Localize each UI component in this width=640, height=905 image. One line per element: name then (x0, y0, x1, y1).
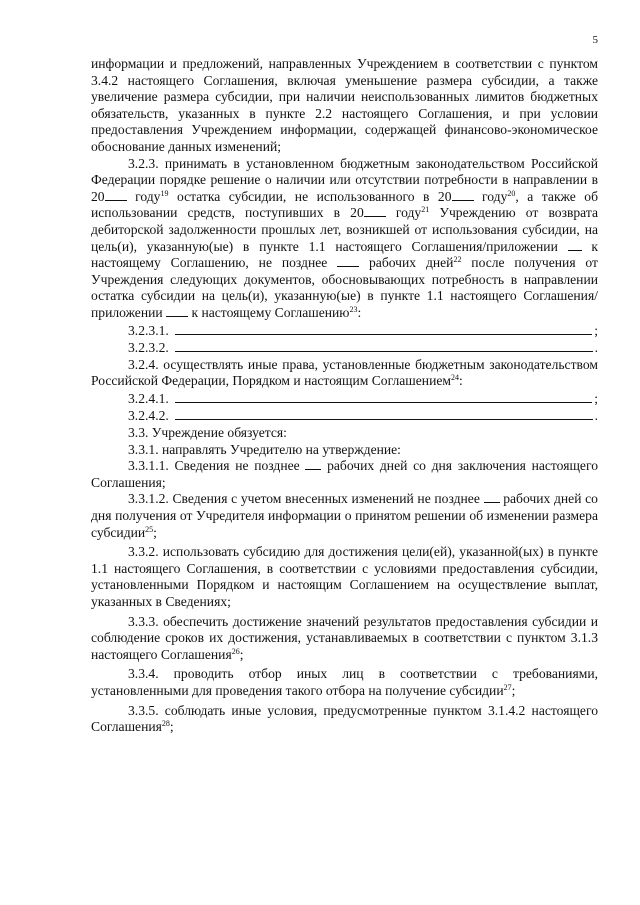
paragraph-3-3-1-1 (91, 458, 598, 491)
text-run: ; (511, 682, 516, 698)
fill-line (175, 390, 592, 403)
document-body (91, 56, 598, 736)
text-run: остатка субсидии, не использованного в 20 (168, 188, 452, 204)
paragraph-intro: информации и предложений, направленных Учреждением в соответствии с пунктом 3.4.2 настоящего Соглашения, включая уменьшение размера субсидии, а также увеличение размера субсидии, при наличии неиспользованных лимитов бюджетных обязательств, указанных в пункте 2.2 настоящего Соглашения, и при условии предоставления Учреждением информации, содержащей финансово-экономическое обоснование данных изменений; (91, 56, 598, 154)
text-run: 3.3.1.1. Сведения не позднее (128, 458, 306, 474)
paragraph-3-3-1-2 (91, 491, 598, 541)
footnote-ref: 22 (453, 255, 462, 265)
footnote-ref: 19 (160, 188, 169, 198)
footnote-ref: 21 (421, 205, 430, 215)
footnote-ref: 23 (349, 304, 358, 314)
item-label: 3.2.3.2. (128, 340, 169, 356)
text-run: ; (169, 719, 174, 735)
blank-appendix-field (166, 305, 188, 317)
text-run: к настоящему Соглашению (188, 304, 350, 320)
blank-year-field (364, 205, 386, 217)
item-label: 3.2.4.1. (128, 390, 169, 406)
text-run: рабочих дней (359, 255, 454, 271)
footnote-ref: 28 (161, 719, 170, 729)
item-end: ; (594, 390, 598, 406)
text-run: 3.3.5. соблюдать иные условия, предусмотренные пунктом 3.1.4.2 настоящего Соглашения (91, 702, 598, 735)
paragraph-3-3-2: 3.3.2. использовать субсидию для достижения цели(ей), указанной(ых) в пункте 1.1 настоящего Соглашения, в соответствии с условиями предоставления субсидии, установленными Порядком и настоящим Соглашением на осуществление выплат, указанных в Сведениях; (91, 544, 598, 609)
footnote-ref: 25 (145, 524, 154, 534)
item-end: ; (594, 322, 598, 338)
item-end: . (594, 408, 598, 424)
fill-line (175, 339, 593, 352)
text-run: году (385, 205, 422, 221)
footnote-ref: 24 (450, 373, 459, 383)
page-number: 5 (592, 34, 598, 46)
item-label: 3.2.4.2. (128, 408, 169, 424)
text-run: : (357, 304, 362, 320)
footnote-ref: 20 (507, 188, 516, 198)
text-run: 3.2.3. принимать в установленном бюджетным законодательством Российской Федерации порядке решение о наличии или отсутствии потребности в направлении в 20 (91, 155, 598, 204)
text-run: 3.3.1.2. Сведения с учетом внесенных изменений не позднее (128, 491, 484, 507)
fill-row-3-2-3-2 (91, 339, 598, 357)
text-run: : (458, 373, 463, 389)
fill-row-3-2-3-1 (91, 322, 598, 340)
blank-appendix-field (568, 239, 582, 251)
footnote-ref: 26 (231, 646, 240, 656)
fill-line (175, 322, 592, 335)
fill-row-3-2-4-2 (91, 407, 598, 425)
text-run: году (126, 188, 161, 204)
blank-days-field (305, 458, 321, 470)
text-run: к настоящему Соглашению, не позднее (91, 238, 598, 271)
text-run: ; (239, 646, 244, 662)
paragraph-3-3: 3.3. Учреждение обязуется: (128, 425, 287, 441)
text-run: рабочих дней со дня получения от Учредителя информации о принятом решении об изменении размера субсидии (91, 491, 598, 540)
text-run: ; (153, 524, 157, 540)
paragraph-3-2-3 (91, 156, 598, 322)
item-end: . (594, 340, 598, 356)
text-run: , а также об использовании средств, поступивших в 20 (91, 188, 598, 221)
blank-days-field (337, 255, 359, 267)
text-run: 3.3.4. проводить отбор иных лиц в соответствии с требованиями, установленными для проведения такого отбора на получение субсидии (91, 666, 598, 698)
paragraph-3-3-3 (91, 614, 598, 664)
paragraph-3-3-1: 3.3.1. направлять Учредителю на утверждение: (128, 441, 401, 457)
footnote-ref: 27 (503, 682, 512, 692)
blank-year-field (105, 189, 127, 201)
blank-year-field (452, 189, 474, 201)
item-label: 3.2.3.1. (128, 322, 169, 338)
text-run: 3.3.3. обеспечить достижение значений результатов предоставления субсидии и соблюдение сроков их достижения, устанавливаемых в соответствии с пунктом 3.1.3 настоящего Соглашения (91, 613, 598, 662)
paragraph-3-2-4 (91, 357, 598, 390)
fill-line (175, 407, 593, 420)
text-run: рабочих дней со дня заключения настоящего Соглашения; (91, 458, 598, 490)
paragraph-3-3-4 (91, 666, 598, 699)
text-run: 3.2.4. осуществлять иные права, установленные бюджетным законодательством Российской Федерации, Порядком и настоящим Соглашением (91, 356, 598, 389)
blank-days-field (484, 491, 500, 503)
text-run: Учреждению от возврата дебиторской задолженности прошлых лет, возникшей от использования субсидии, на цель(и), указанную(ые) в пункте 1.1 настоящего Соглашения/приложении (91, 205, 598, 254)
text-run: году (473, 188, 508, 204)
paragraph-3-3-5 (91, 703, 598, 736)
fill-row-3-2-4-1 (91, 390, 598, 408)
text-run: после получения от Учреждения следующих документов, обосновывающих потребность в направлении остатка субсидии на цель(и), указанную(ые) в пункте 1.1 настоящего Соглашения/приложении (91, 255, 598, 320)
